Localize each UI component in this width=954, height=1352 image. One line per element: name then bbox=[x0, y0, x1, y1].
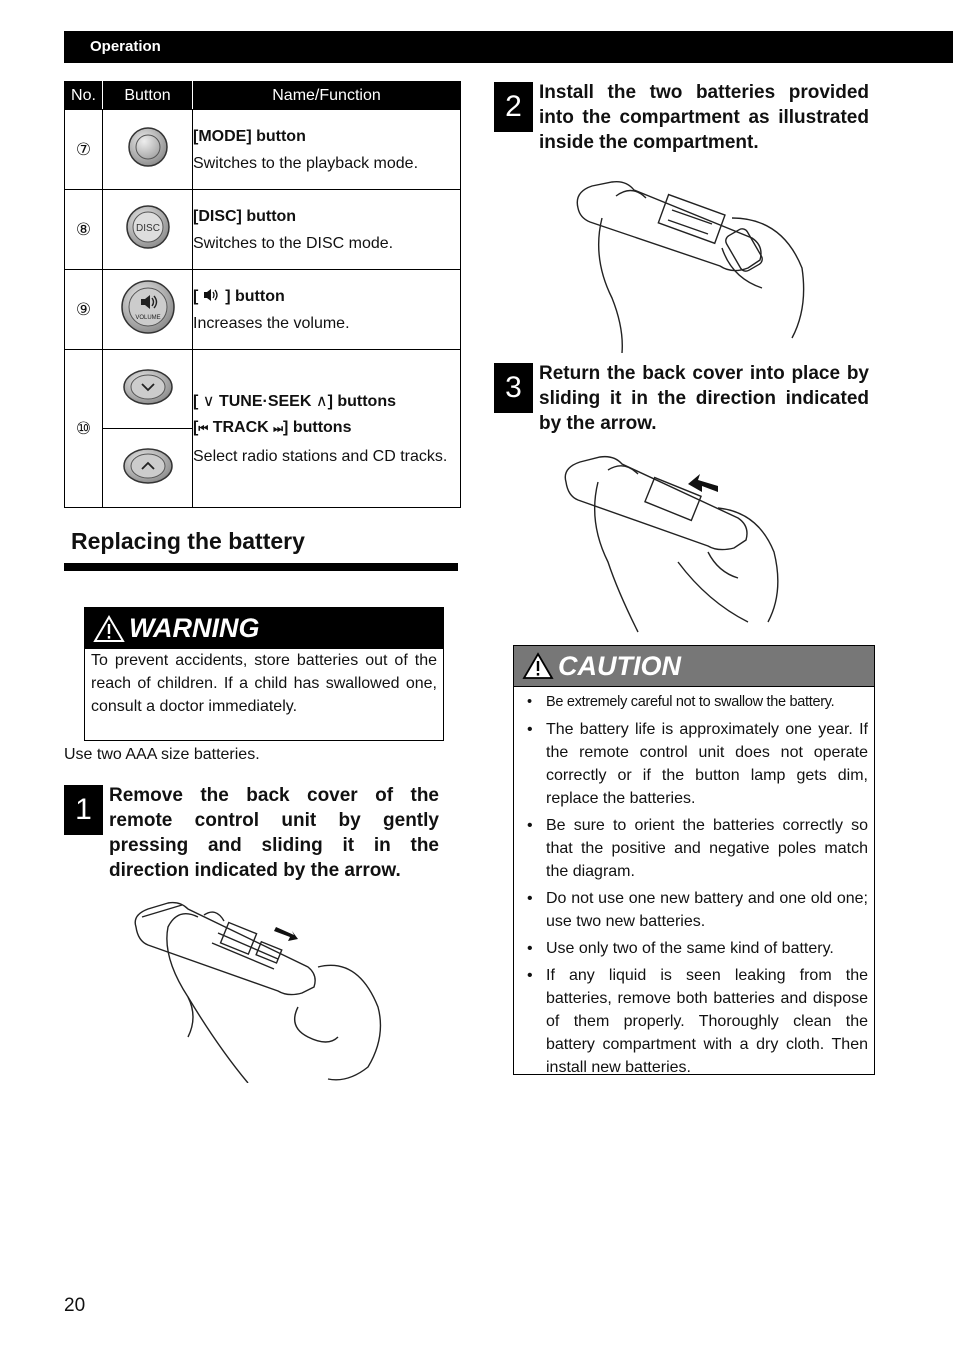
warning-triangle-icon bbox=[93, 615, 125, 643]
button-name-line2: [⏮ TRACK ⏭] buttons bbox=[193, 419, 352, 436]
caution-item: • Be sure to orient the batteries correctly so that the positive and negative poles match the diagram. bbox=[514, 814, 868, 883]
install-batteries-illustration bbox=[572, 178, 812, 353]
section-header-bar bbox=[64, 31, 953, 63]
caution-item: • Be extremely careful not to swallow the battery. bbox=[514, 691, 868, 714]
down-chevron-icon: ∨ bbox=[202, 393, 215, 410]
warning-header bbox=[85, 608, 443, 649]
page-number: 20 bbox=[64, 1295, 86, 1316]
caution-title: CAUTION bbox=[558, 650, 681, 681]
warning-box bbox=[84, 607, 444, 741]
caution-triangle-icon bbox=[522, 652, 554, 680]
table-row bbox=[65, 350, 461, 429]
step-number-1: 1 bbox=[64, 785, 103, 835]
caution-header bbox=[514, 646, 874, 687]
svg-text:VOLUME: VOLUME bbox=[134, 315, 161, 321]
row-number: ⑦ bbox=[65, 110, 103, 190]
button-description: Select radio stations and CD tracks. bbox=[193, 448, 448, 465]
column-header-button: Button bbox=[103, 82, 193, 110]
row-number: ⑧ bbox=[65, 190, 103, 270]
replace-cover-illustration bbox=[558, 452, 790, 638]
button-name-line1: [ ∨ TUNE·SEEK ∧] buttons bbox=[193, 393, 396, 410]
down-chevron-button-icon bbox=[103, 350, 193, 429]
table-header-row bbox=[65, 82, 461, 110]
battery-note: Use two AAA size batteries. bbox=[64, 746, 260, 763]
caution-list bbox=[514, 691, 874, 1079]
row-number: ⑨ bbox=[65, 270, 103, 350]
up-chevron-button-icon bbox=[103, 429, 193, 508]
step-number-3: 3 bbox=[494, 363, 533, 413]
table-row bbox=[65, 270, 461, 350]
section-title: Replacing the battery bbox=[71, 528, 305, 554]
warning-title: WARNING bbox=[129, 613, 260, 643]
step-text-3: Return the back cover into place by sliding it in the direction indicated by the arrow. bbox=[539, 363, 869, 434]
table-row bbox=[65, 110, 461, 190]
button-name: [MODE] button bbox=[193, 127, 306, 145]
mode-button-icon bbox=[103, 110, 193, 190]
step-number-2: 2 bbox=[494, 82, 533, 132]
caution-item: • Do not use one new battery and one old one; use two new batteries. bbox=[514, 887, 868, 933]
up-chevron-icon: ∧ bbox=[315, 393, 328, 410]
remove-cover-illustration bbox=[128, 897, 390, 1083]
disc-button-icon bbox=[103, 190, 193, 270]
caution-item: • The battery life is approximately one year. If the remote control unit does not operate correctly or if the button lamp gets dim, replace the batteries. bbox=[514, 718, 868, 810]
button-description: Switches to the playback mode. bbox=[193, 154, 419, 172]
table-row bbox=[65, 190, 461, 270]
svg-text:DISC: DISC bbox=[135, 223, 160, 234]
button-name: [ ] button bbox=[193, 287, 285, 305]
row-number: ⑩ bbox=[65, 350, 103, 508]
column-header-name-function: Name/Function bbox=[193, 82, 461, 110]
button-description: Increases the volume. bbox=[193, 314, 350, 332]
step-text-1: Remove the back cover of the remote control unit by gently pressing and sliding it in the direction indicated by the arrow. bbox=[109, 785, 439, 881]
caution-item: • Use only two of the same kind of battery. bbox=[514, 937, 868, 960]
caution-box bbox=[513, 645, 875, 1075]
button-name: [DISC] button bbox=[193, 207, 297, 225]
warning-text: To prevent accidents, store batteries out of the reach of children. If a child has swallowed one, consult a doctor immediately. bbox=[91, 652, 437, 715]
button-description: Switches to the DISC mode. bbox=[193, 234, 394, 252]
step-text-2: Install the two batteries provided into the compartment as illustrated inside the compartment. bbox=[539, 82, 869, 153]
next-track-icon: ⏭ bbox=[273, 423, 284, 435]
button-function-table bbox=[64, 81, 461, 508]
speaker-icon bbox=[203, 288, 221, 302]
volume-button-icon bbox=[103, 270, 193, 350]
section-divider bbox=[64, 563, 458, 571]
caution-item: • If any liquid is seen leaking from the batteries, remove both batteries and dispose of them properly. Thoroughly clean the battery compartment with a dry cloth. Then install new batteries. bbox=[514, 964, 868, 1079]
previous-track-icon: ⏮ bbox=[198, 423, 209, 435]
column-header-no: No. bbox=[65, 82, 103, 110]
section-header-label: Operation bbox=[90, 38, 161, 55]
